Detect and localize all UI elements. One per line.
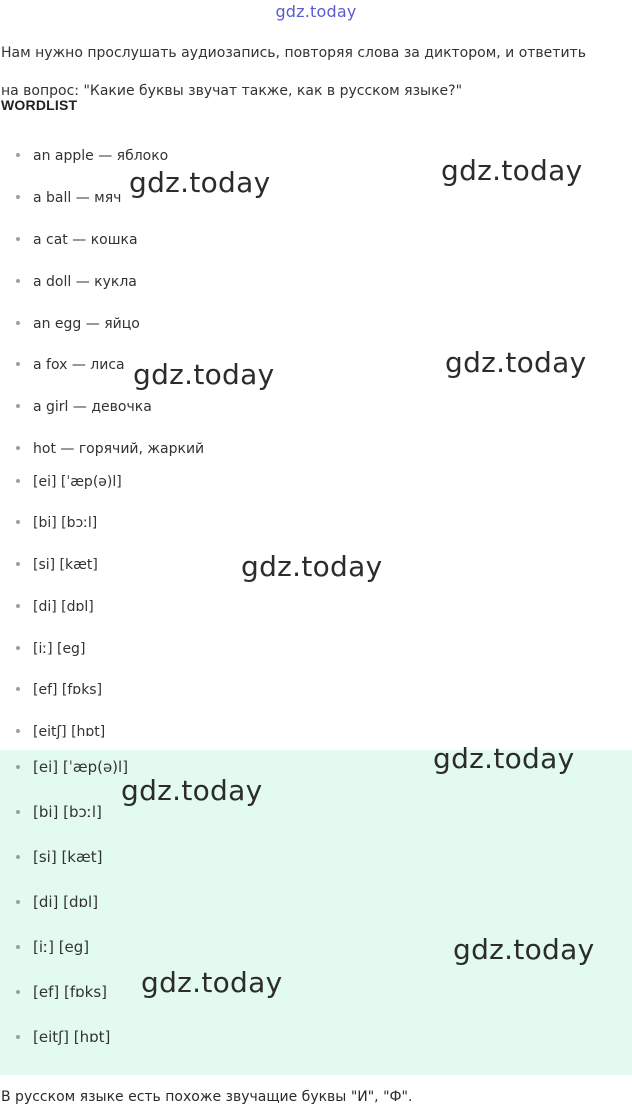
bullet-icon: [16, 237, 20, 241]
intro-line-1: Нам нужно прослушать аудиозапись, повторяя слова за диктором, и ответить: [1, 45, 586, 61]
bullet-icon: [16, 1035, 20, 1039]
list-item: [iː] [eg]: [16, 641, 85, 661]
bullet-icon: [16, 855, 20, 859]
list-item: [di] [dɒl]: [16, 599, 94, 619]
list-item: [ei] [ˈæp(ə)l]: [16, 474, 122, 494]
watermark: gdz.today: [445, 346, 587, 379]
watermark: gdz.today: [241, 550, 383, 583]
list-item: hot — горячий, жаркий: [16, 441, 204, 461]
list-item: an apple — яблоко: [16, 148, 168, 168]
highlighted-item: [ef] [fɒks]: [16, 983, 107, 1003]
list-item: [si] [kæt]: [16, 557, 98, 577]
watermark: gdz.today: [433, 742, 575, 775]
bullet-icon: [16, 687, 20, 691]
watermark: gdz.today: [141, 966, 283, 999]
bullet-icon: [16, 362, 20, 366]
list-item: [ef] [fɒks]: [16, 682, 102, 702]
watermark: gdz.today: [129, 166, 271, 199]
watermark: gdz.today: [453, 933, 595, 966]
intro-line-2: на вопрос: "Какие буквы звучат также, как в русском языке?": [1, 83, 463, 99]
bullet-icon: [16, 321, 20, 325]
bullet-icon: [16, 562, 20, 566]
bullet-icon: [16, 646, 20, 650]
wordlist-heading: WORDLIST: [1, 97, 78, 113]
watermark: gdz.today: [441, 154, 583, 187]
bullet-icon: [16, 900, 20, 904]
bullet-icon: [16, 520, 20, 524]
watermark: gdz.today: [121, 774, 263, 807]
list-item: a ball — мяч: [16, 190, 121, 210]
highlighted-item: [si] [kæt]: [16, 848, 102, 868]
list-item: [eitʃ] [hɒt]: [16, 724, 105, 744]
intro-text: [1, 34, 626, 110]
highlighted-item: [di] [dɒl]: [16, 893, 98, 913]
conclusion-text: В русском языке есть похоже звучащие буквы "И", "Ф".: [1, 1089, 413, 1105]
bullet-icon: [16, 404, 20, 408]
bullet-icon: [16, 446, 20, 450]
list-item: a cat — кошка: [16, 232, 138, 252]
bullet-icon: [16, 765, 20, 769]
bullet-icon: [16, 810, 20, 814]
highlighted-item: [ei] [ˈæp(ə)l]: [16, 758, 128, 778]
highlighted-item: [bi] [bɔːl]: [16, 803, 102, 823]
list-item: a doll — кукла: [16, 274, 137, 294]
bullet-icon: [16, 479, 20, 483]
bullet-icon: [16, 604, 20, 608]
bullet-icon: [16, 945, 20, 949]
watermark: gdz.today: [133, 358, 275, 391]
list-item: a girl — девочка: [16, 399, 152, 419]
list-item: a fox — лиса: [16, 357, 125, 377]
highlighted-item: [iː] [eg]: [16, 938, 89, 958]
list-item: [bi] [bɔːl]: [16, 515, 97, 535]
bullet-icon: [16, 153, 20, 157]
bullet-icon: [16, 279, 20, 283]
site-logo[interactable]: gdz.today: [275, 2, 357, 21]
bullet-icon: [16, 729, 20, 733]
bullet-icon: [16, 990, 20, 994]
list-item: an egg — яйцо: [16, 316, 140, 336]
bullet-icon: [16, 195, 20, 199]
highlighted-item: [eitʃ] [hɒt]: [16, 1028, 110, 1048]
